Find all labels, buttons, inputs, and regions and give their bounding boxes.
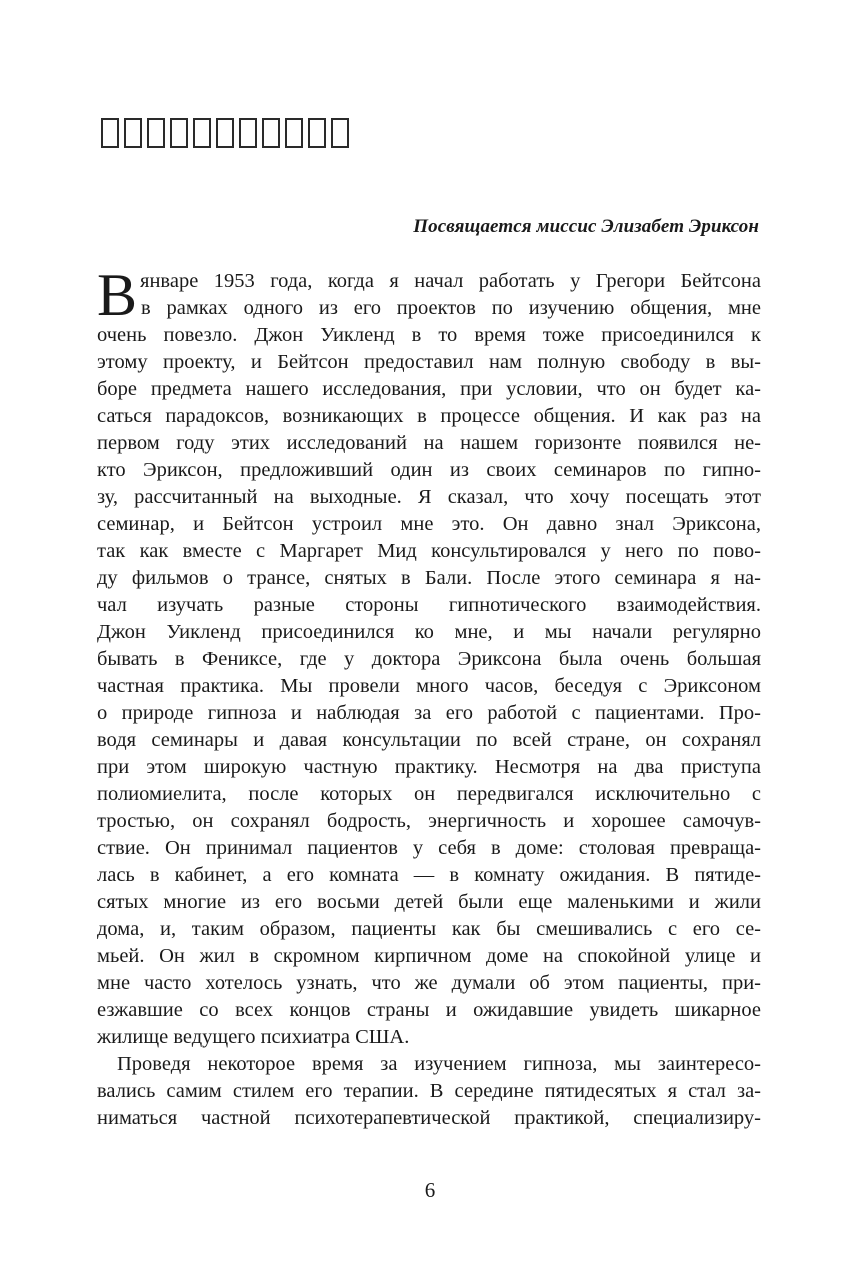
text-line: очень повезло. Джон Уикленд в то время тоже присоединился к bbox=[97, 324, 761, 346]
text-line: бывать в Фениксе, где у доктора Эриксона была очень большая bbox=[97, 648, 761, 670]
missing-glyph-icon bbox=[262, 118, 280, 148]
text-line: зу, рассчитанный на выходные. Я сказал, что хочу посещать этот bbox=[97, 486, 761, 508]
missing-glyph-icon bbox=[124, 118, 142, 148]
text-line: ствие. Он принимал пациентов у себя в доме: столовая превраща- bbox=[97, 837, 761, 859]
text-line: езжавшие со всех концов страны и ожидавшие увидеть шикарное bbox=[97, 999, 761, 1021]
dedication: Посвящается миссис Элизабет Эриксон bbox=[413, 216, 759, 237]
text-line: полиомиелита, после которых он передвигался исключительно с bbox=[97, 783, 761, 805]
text-line: саться парадоксов, возникающих в процессе общения. И как раз на bbox=[97, 405, 761, 427]
text-line: Джон Уикленд присоединился ко мне, и мы начали регулярно bbox=[97, 621, 761, 643]
text-line: боре предмета нашего исследования, при условии, что он будет ка- bbox=[97, 378, 761, 400]
missing-glyph-icon bbox=[170, 118, 188, 148]
drop-cap: В bbox=[97, 262, 138, 328]
page-number: 6 bbox=[424, 1178, 436, 1202]
missing-glyph-icon bbox=[193, 118, 211, 148]
text-line: ду фильмов о трансе, снятых в Бали. После этого семинара я на- bbox=[97, 567, 761, 589]
text-line: этому проекту, и Бейтсон предоставил нам полную свободу в вы- bbox=[97, 351, 761, 373]
missing-glyph-icon bbox=[239, 118, 257, 148]
text-line: тростью, он сохранял бодрость, энергичность и хорошее самочув- bbox=[97, 810, 761, 832]
text-line: первом году этих исследований на нашем горизонте появился не- bbox=[97, 432, 761, 454]
text-line: чал изучать разные стороны гипнотического взаимодействия. bbox=[97, 594, 761, 616]
text-line: ниматься частной психотерапевтической практикой, специализиру- bbox=[97, 1107, 761, 1129]
text-line: в рамках одного из его проектов по изучению общения, мне bbox=[141, 297, 761, 319]
chapter-heading-missing-glyphs bbox=[101, 118, 349, 154]
text-line: мьей. Он жил в скромном кирпичном доме на спокойной улице и bbox=[97, 945, 761, 967]
text-line: вались самим стилем его терапии. В середине пятидесятых я стал за- bbox=[97, 1080, 761, 1102]
missing-glyph-icon bbox=[101, 118, 119, 148]
text-line: январе 1953 года, когда я начал работать у Грегори Бейтсона bbox=[140, 270, 761, 292]
text-line: частная практика. Мы провели много часов, беседуя с Эриксоном bbox=[97, 675, 761, 697]
text-line: о природе гипноза и наблюдая за его работой с пациентами. Про- bbox=[97, 702, 761, 724]
text-line: при этом широкую частную практику. Несмотря на два приступа bbox=[97, 756, 761, 778]
main-text bbox=[97, 262, 761, 1132]
text-line: так как вместе с Маргарет Мид консультировался у него по пово- bbox=[97, 540, 761, 562]
text-line: водя семинары и давая консультации по всей стране, он сохранял bbox=[97, 729, 761, 751]
missing-glyph-icon bbox=[216, 118, 234, 148]
missing-glyph-icon bbox=[285, 118, 303, 148]
text-line: семинар, и Бейтсон устроил мне это. Он давно знал Эриксона, bbox=[97, 513, 761, 535]
missing-glyph-icon bbox=[147, 118, 165, 148]
text-line: Проведя некоторое время за изучением гипноза, мы заинтересо- bbox=[117, 1053, 761, 1075]
text-line: жилище ведущего психиатра США. bbox=[97, 1026, 410, 1048]
text-line: мне часто хотелось узнать, что же думали об этом пациенты, при- bbox=[97, 972, 761, 994]
text-line: сятых многие из его восьми детей были еще маленькими и жили bbox=[97, 891, 761, 913]
missing-glyph-icon bbox=[308, 118, 326, 148]
text-line: кто Эриксон, предложивший один из своих семинаров по гипно- bbox=[97, 459, 761, 481]
text-line: дома, и, таким образом, пациенты как бы смешивались с его се- bbox=[97, 918, 761, 940]
text-line: лась в кабинет, а его комната — в комнату ожидания. В пятиде- bbox=[97, 864, 761, 886]
missing-glyph-icon bbox=[331, 118, 349, 148]
